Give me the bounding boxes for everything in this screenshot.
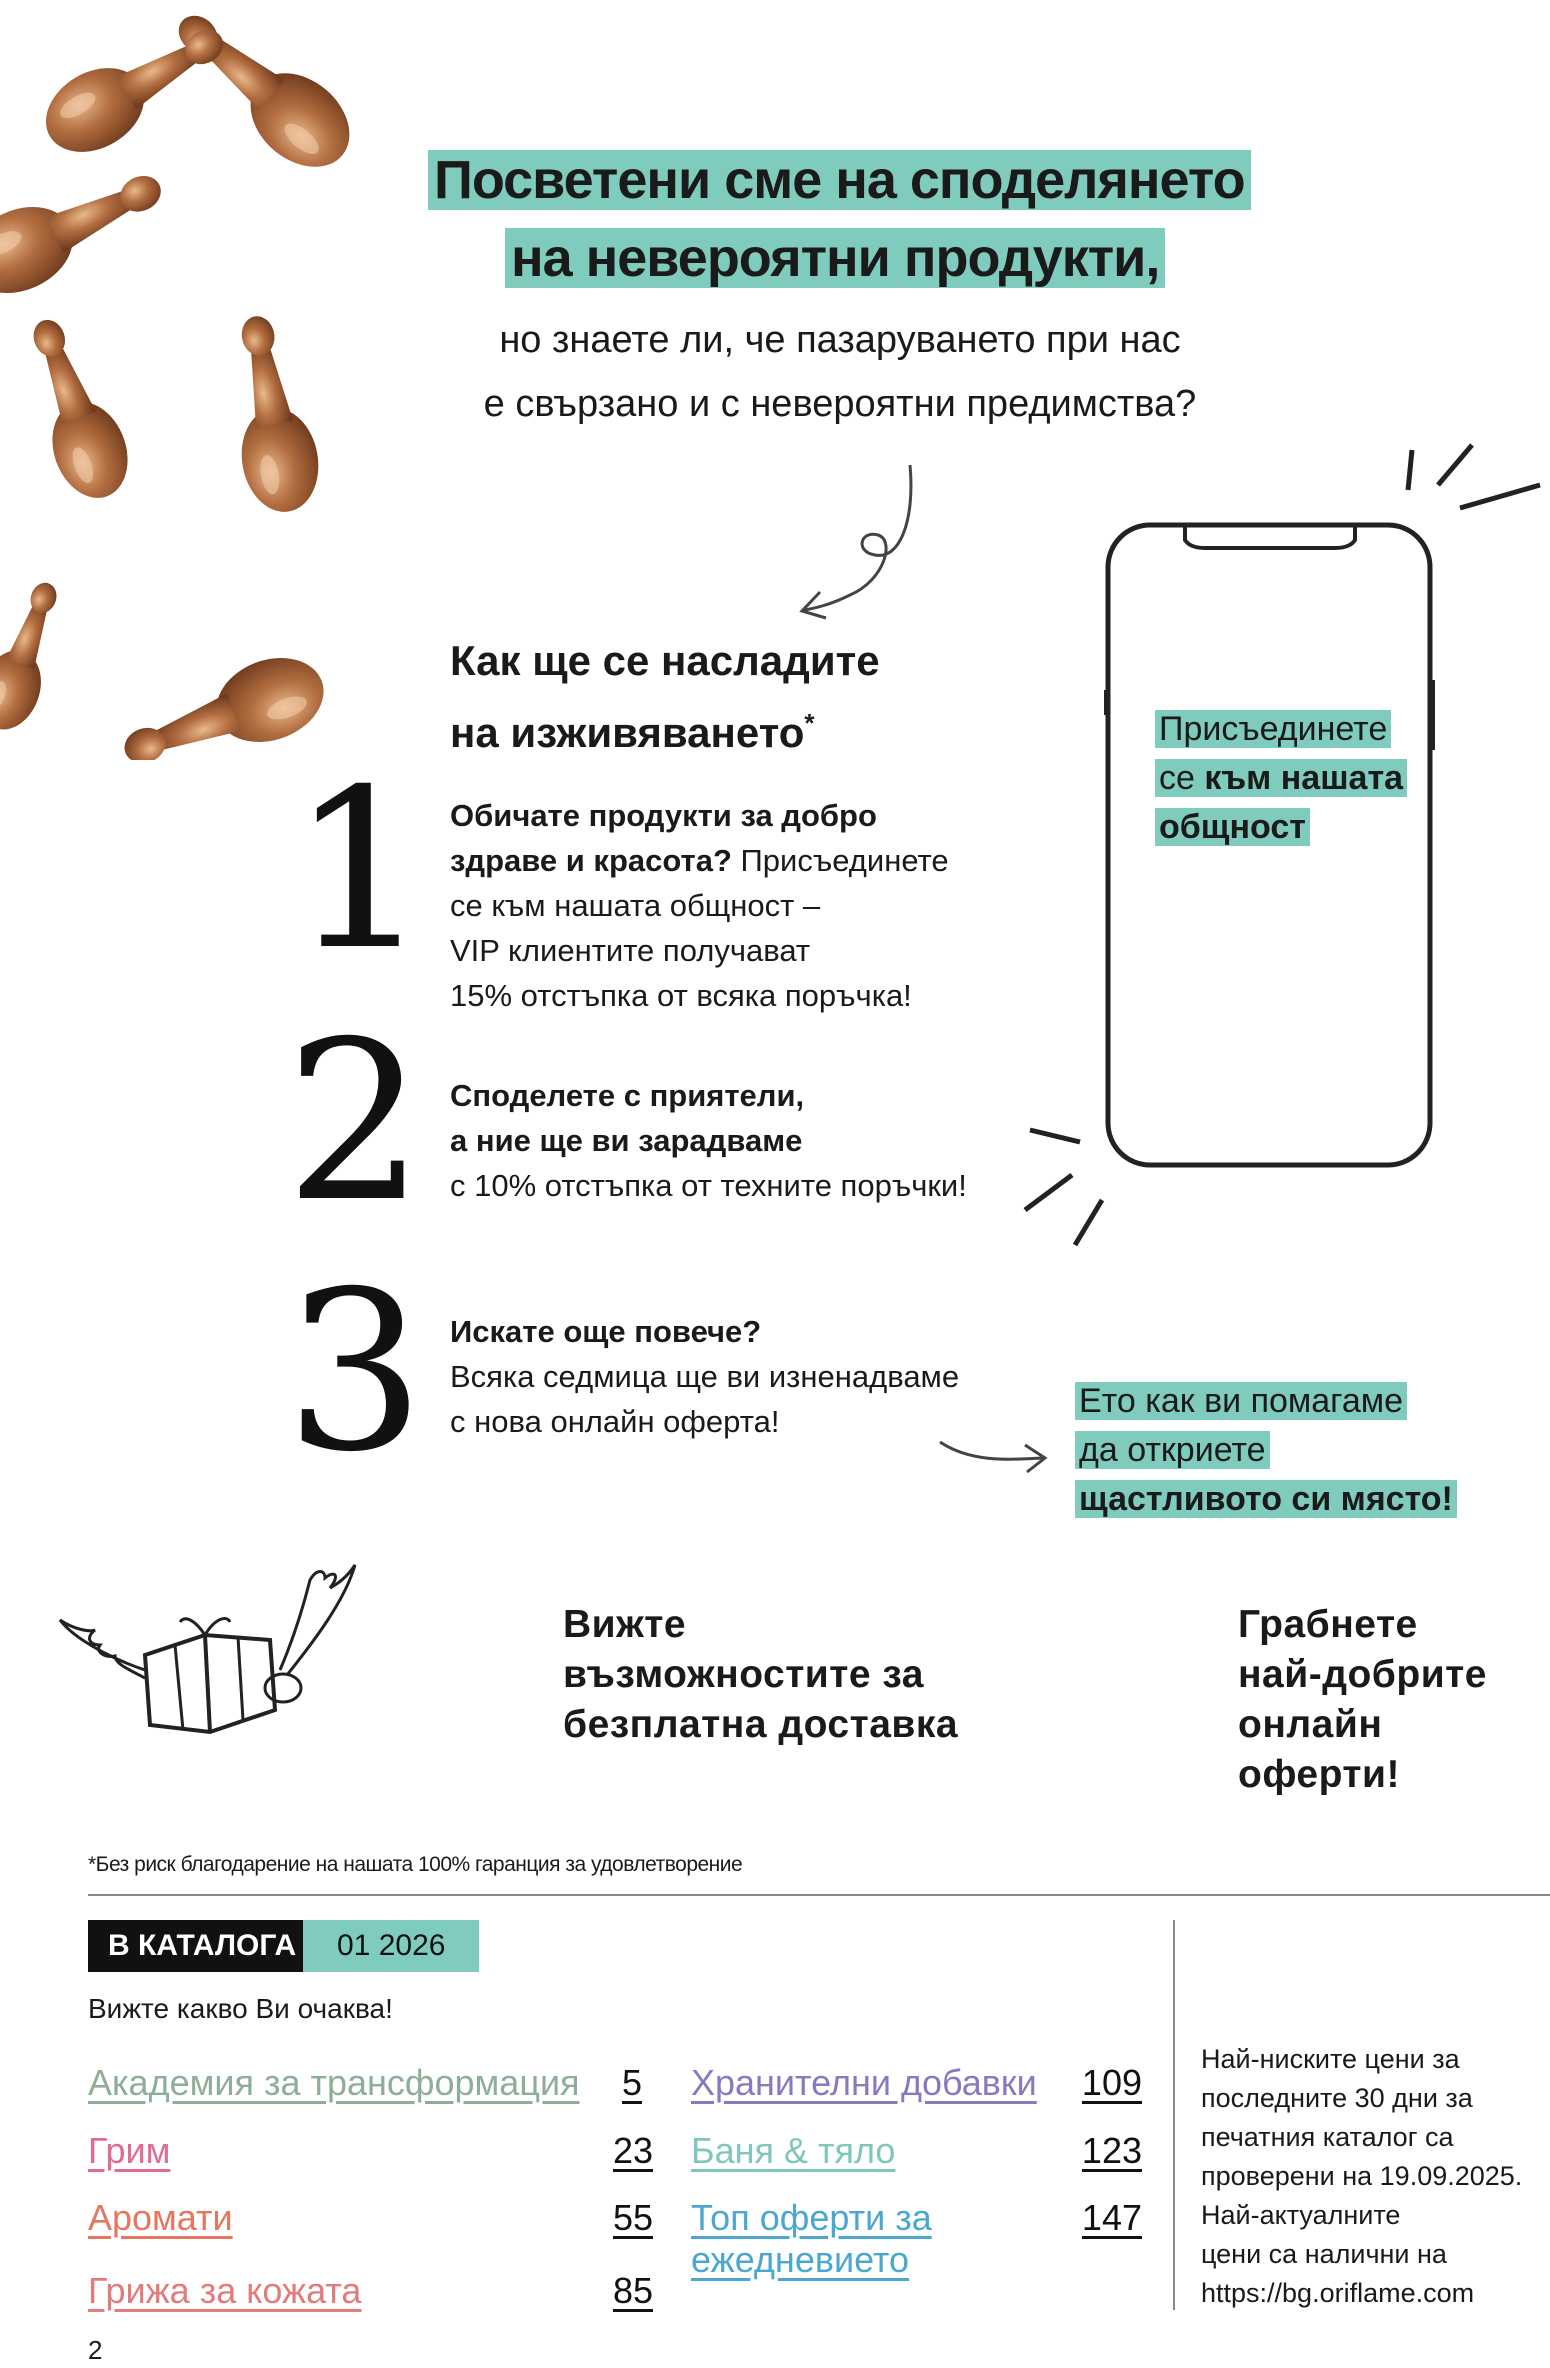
catalog-tag: В КАТАЛОГА <box>88 1920 316 1972</box>
capsule <box>217 310 326 518</box>
toc-page-makeup[interactable]: 23 <box>612 2130 653 2171</box>
online-offers-promo[interactable]: Грабнете най-добрите онлайн оферти! <box>1238 1603 1487 1796</box>
headline-line-1: Посветени сме на споделянето <box>428 144 1251 216</box>
toc-page-bath-body[interactable]: 123 <box>1081 2130 1142 2171</box>
toc-link-top-offers[interactable] <box>691 2197 932 2281</box>
price-note: Най-ниските цени за последните 30 дни за печатния каталог са проверени на 19.09.2025. Най-актуалните цени са налични на https://bg.oriflame.com <box>1201 2040 1522 2313</box>
toc-page-transformation[interactable]: 5 <box>621 2062 642 2103</box>
toc-link-transformation[interactable]: Академия за трансформация <box>88 2062 580 2103</box>
free-delivery-promo[interactable]: Вижте възможностите за безплатна доставка <box>563 1603 959 1746</box>
capsules-image <box>0 0 470 760</box>
phone-callout: Присъединете се към нашата общност <box>1155 705 1407 852</box>
flying-gift-icon <box>55 1560 375 1770</box>
capsule <box>156 0 367 186</box>
arrow-right-icon <box>935 1430 1055 1480</box>
vertical-divider <box>1173 1920 1175 2310</box>
catalog-intro: Вижте какво Ви очаква! <box>88 1993 393 2024</box>
guarantee-footnote: *Без риск благодарение на нашата 100% гаранция за удовлетворение <box>88 1853 743 1876</box>
toc-link-skincare[interactable]: Грижа за кожата <box>88 2270 362 2311</box>
step-3-text: Искате още повече? Всяка седмица ще ви изненадваме с нова онлайн оферта! <box>450 1314 960 1439</box>
toc-link-bath-body[interactable]: Баня & тяло <box>691 2130 896 2171</box>
step-1-number: 1 <box>290 742 430 998</box>
curly-arrow-icon <box>790 460 930 630</box>
toc-page-skincare[interactable]: 85 <box>612 2270 653 2311</box>
happy-place-callout: Ето как ви помагаме да откриете щастливото си място! <box>1075 1377 1457 1524</box>
capsule <box>9 308 140 508</box>
step-2-number: 2 <box>285 994 425 1250</box>
subtitle-line-2: е свързано и с невероятни предимства? <box>483 383 1197 425</box>
catalog-issue-tag: 01 2026 <box>303 1920 479 1972</box>
toc-link-makeup[interactable]: Грим <box>88 2130 171 2171</box>
toc-top-offers-line-1: Топ оферти за <box>691 2197 932 2238</box>
toc-top-offers-line-2: ежедневието <box>691 2239 910 2280</box>
toc-page-supplements[interactable]: 109 <box>1081 2062 1142 2103</box>
step-1-text: Обичате продукти за добро здраве и красота? Присъединете се към нашата общност – VIP клиентите получават 15% отстъпка от всяка поръчка! <box>450 798 949 1013</box>
oriflame-url[interactable]: https://bg.oriflame.com <box>1201 2278 1475 2308</box>
step-3-number: 3 <box>285 1244 425 1500</box>
toc-page-fragrances[interactable]: 55 <box>612 2197 653 2238</box>
toc-link-fragrances[interactable]: Аромати <box>88 2197 233 2238</box>
step-2-text: Споделете с приятели, а ние ще ви зарадваме с 10% отстъпка от техните поръчки! <box>450 1078 967 1203</box>
experience-title: Как ще се насладите на изживяването* <box>450 637 880 756</box>
toc-page-top-offers[interactable]: 147 <box>1081 2197 1142 2238</box>
toc-link-supplements[interactable]: Хранителни добавки <box>691 2062 1037 2103</box>
headline-line-2: на невероятни продукти, <box>505 222 1165 294</box>
page-number: 2 <box>88 2335 103 2365</box>
divider <box>88 1894 1550 1896</box>
capsule <box>0 149 176 310</box>
capsule <box>0 573 76 738</box>
subtitle-line-1: но знаете ли, че пазаруването при нас <box>499 319 1181 361</box>
